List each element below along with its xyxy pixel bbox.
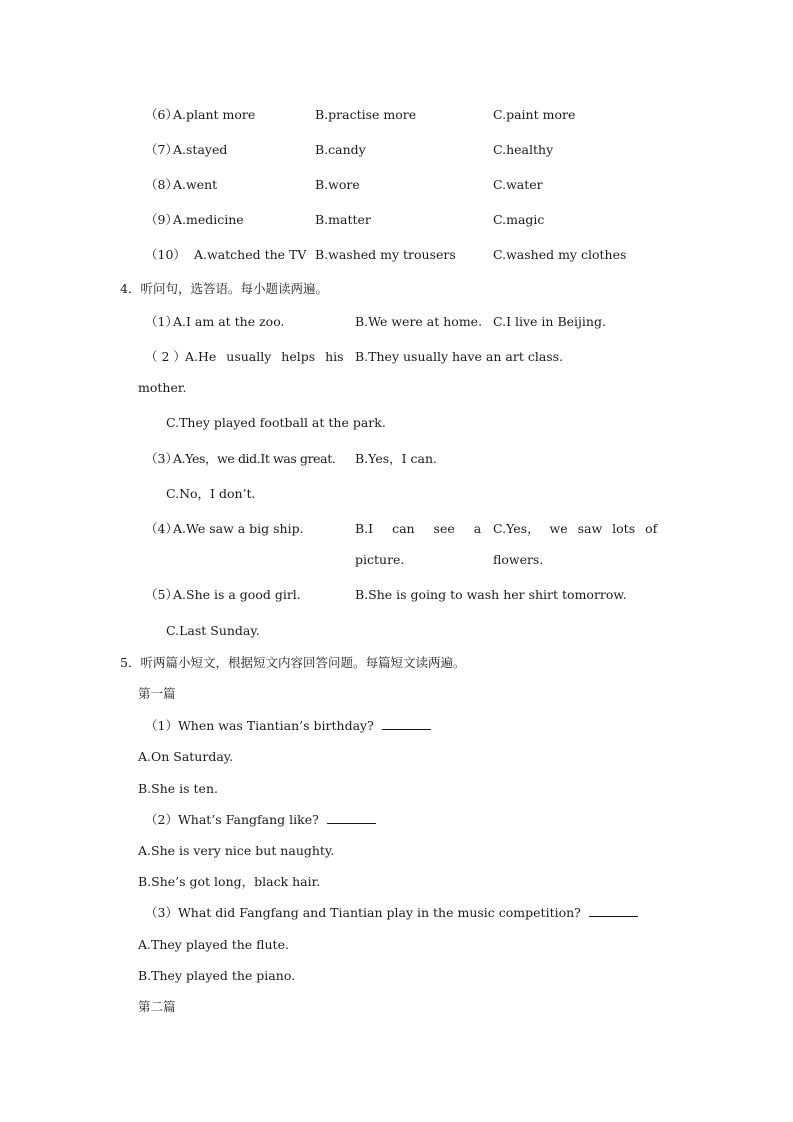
q3-item-8-option-b: B.wore [315,177,360,192]
q4-heading: 4．听问句，选答语。每小题读两遍。 [120,281,328,296]
q4-item-4-num: （4） [145,521,178,536]
q4-item-5-option-b: B.She is going to wash her shirt tomorrow. [355,587,627,602]
q5-heading: 5．听两篇小短文，根据短文内容回答问题。每篇短文读两遍。 [120,655,466,670]
q4-item-5-num: （5） [145,587,178,602]
q3-item-8-option-a: A.went [173,177,218,192]
q4-item-4-option-c-cont: flowers. [493,552,544,567]
q3-item-7-option-a: A.stayed [173,142,228,157]
q5-question-3 [145,905,638,921]
q3-item-9-num: （9） [145,212,178,227]
q4-item-5-option-a: A.She is a good girl. [173,587,301,602]
q4-item-2-option-b: B.They usually have an art class. [355,349,564,364]
q4-item-3-option-b: B.Yes，I can. [355,451,438,466]
q5-question-2-option-b: B.She’s got long，black hair. [138,874,321,889]
q4-item-5-option-c: C.Last Sunday. [166,623,260,638]
q3-item-10-option-b: B.washed my trousers [315,247,456,262]
q4-item-4-option-b: B.I can see a [355,521,482,536]
q4-item-3-option-c: C.No，I don’t. [166,486,256,501]
q3-item-10-option-c: C.washed my clothes [493,247,627,262]
q5-question-1-option-b: B.She is ten. [138,781,218,796]
q3-item-7-option-b: B.candy [315,142,366,157]
q4-item-1-option-a: A.I am at the zoo. [173,314,285,329]
q3-item-9-option-a: A.medicine [173,212,244,227]
answer-blank-2[interactable] [327,812,376,824]
q3-item-8-num: （8） [145,177,178,192]
q3-item-7-num: （7） [145,142,178,157]
q4-item-2-option-a-cont: mother. [138,380,187,395]
q3-item-6-option-b: B.practise more [315,107,417,122]
q4-item-4-option-b-cont: picture. [355,552,405,567]
q5-question-2-option-a: A.She is very nice but naughty. [138,843,335,858]
q5-question-1 [145,718,431,734]
q3-item-8-option-c: C.water [493,177,543,192]
q4-item-2-option-c: C.They played football at the park. [166,415,386,430]
q4-item-1-option-b: B.We were at home. [355,314,483,329]
q3-item-6-option-a: A.plant more [173,107,256,122]
q3-item-10-option-a: A.watched the TV [194,247,307,262]
q5-question-3-option-a: A.They played the flute. [138,937,289,952]
q3-item-6-num: （6） [145,107,178,122]
q3-item-9-option-b: B.matter [315,212,371,227]
q4-item-2-option-a: A.He usually helps his [185,349,344,364]
passage-1-title: 第一篇 [138,686,176,701]
q4-item-1-num: （1） [145,314,178,329]
q3-item-6-option-c: C.paint more [493,107,576,122]
q5-question-1-option-a: A.On Saturday. [138,749,234,764]
q4-item-4-option-a: A.We saw a big ship. [173,521,304,536]
q5-question-2 [145,812,376,828]
q3-item-7-option-c: C.healthy [493,142,554,157]
answer-blank-1[interactable] [382,718,431,730]
q4-item-1-option-c: C.I live in Beijing. [493,314,606,329]
q3-item-10-num: （10） [145,247,186,262]
q4-item-2-num: （ 2 ） [145,349,186,364]
q5-question-3-option-b: B.They played the piano. [138,968,296,983]
q5-question-3-text: （3）What did Fangfang and Tiantian play in the music competition? [145,905,581,920]
q4-item-3-num: （3） [145,451,178,466]
q5-question-1-text: （1）When was Tiantian’s birthday? [145,718,374,733]
q3-item-9-option-c: C.magic [493,212,545,227]
q4-item-4-option-c: C.Yes， we saw lots of [493,521,658,536]
passage-2-title: 第二篇 [138,999,176,1014]
q4-item-3-option-a: A.Yes，we did.It was great. [173,451,336,466]
answer-blank-3[interactable] [589,905,638,917]
q5-question-2-text: （2）What’s Fangfang like? [145,812,319,827]
